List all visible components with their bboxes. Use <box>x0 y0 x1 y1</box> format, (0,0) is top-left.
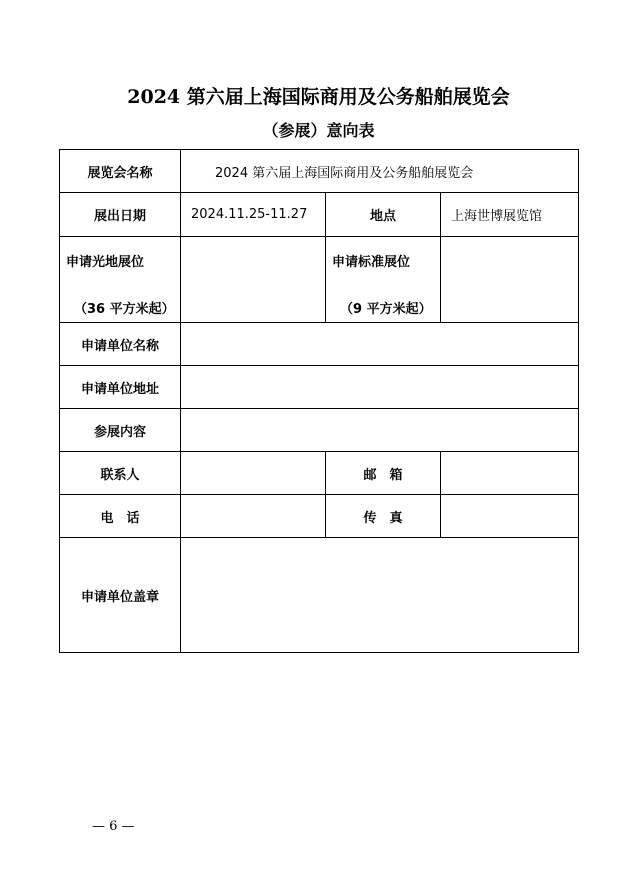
seal-label: 申请单位盖章 <box>60 538 181 653</box>
raw-space-label-cell <box>60 237 181 323</box>
row-company-name <box>60 323 579 366</box>
company-name-field[interactable] <box>181 323 579 366</box>
standard-booth-note: （9 平方米起） <box>340 302 432 317</box>
row-dates-venue <box>60 193 579 237</box>
standard-booth-label-cell <box>326 237 441 323</box>
phone-field[interactable] <box>181 495 326 538</box>
document-title: 2024 第六届上海国际商用及公务船舶展览会 <box>127 86 510 108</box>
exhibit-content-field[interactable] <box>181 409 579 452</box>
company-address-field[interactable] <box>181 366 579 409</box>
document-subtitle: （参展）意向表 <box>262 121 375 140</box>
dates-label: 展出日期 <box>60 193 181 237</box>
standard-booth-label: 申请标准展位 <box>332 255 411 270</box>
row-phone-fax <box>60 495 579 538</box>
exhibition-name-value: 2024 第六届上海国际商用及公务船舶展览会 <box>181 150 579 193</box>
raw-space-note: （36 平方米起） <box>74 302 175 317</box>
row-company-address <box>60 366 579 409</box>
raw-space-field[interactable] <box>181 237 326 323</box>
exhibit-content-label: 参展内容 <box>60 409 181 452</box>
exhibition-name-label: 展览会名称 <box>60 150 181 193</box>
page-number: — 6 — <box>92 819 135 834</box>
raw-space-label: 申请光地展位 <box>66 255 145 270</box>
company-address-label: 申请单位地址 <box>60 366 181 409</box>
row-exhibition-name <box>60 150 579 193</box>
row-booth-request <box>60 237 579 323</box>
row-exhibit-content <box>60 409 579 452</box>
venue-value: 上海世博展览馆 <box>441 193 579 237</box>
fax-field[interactable] <box>441 495 579 538</box>
email-field[interactable] <box>441 452 579 495</box>
contact-field[interactable] <box>181 452 326 495</box>
seal-field[interactable] <box>181 538 579 653</box>
standard-booth-field[interactable] <box>441 237 579 323</box>
phone-label: 电 话 <box>60 495 181 538</box>
application-form-table <box>59 149 579 653</box>
email-label: 邮 箱 <box>326 452 441 495</box>
row-seal <box>60 538 579 653</box>
row-contact-email <box>60 452 579 495</box>
company-name-label: 申请单位名称 <box>60 323 181 366</box>
dates-value: 2024.11.25-11.27 <box>181 193 326 237</box>
contact-label: 联系人 <box>60 452 181 495</box>
venue-label: 地点 <box>326 193 441 237</box>
fax-label: 传 真 <box>326 495 441 538</box>
